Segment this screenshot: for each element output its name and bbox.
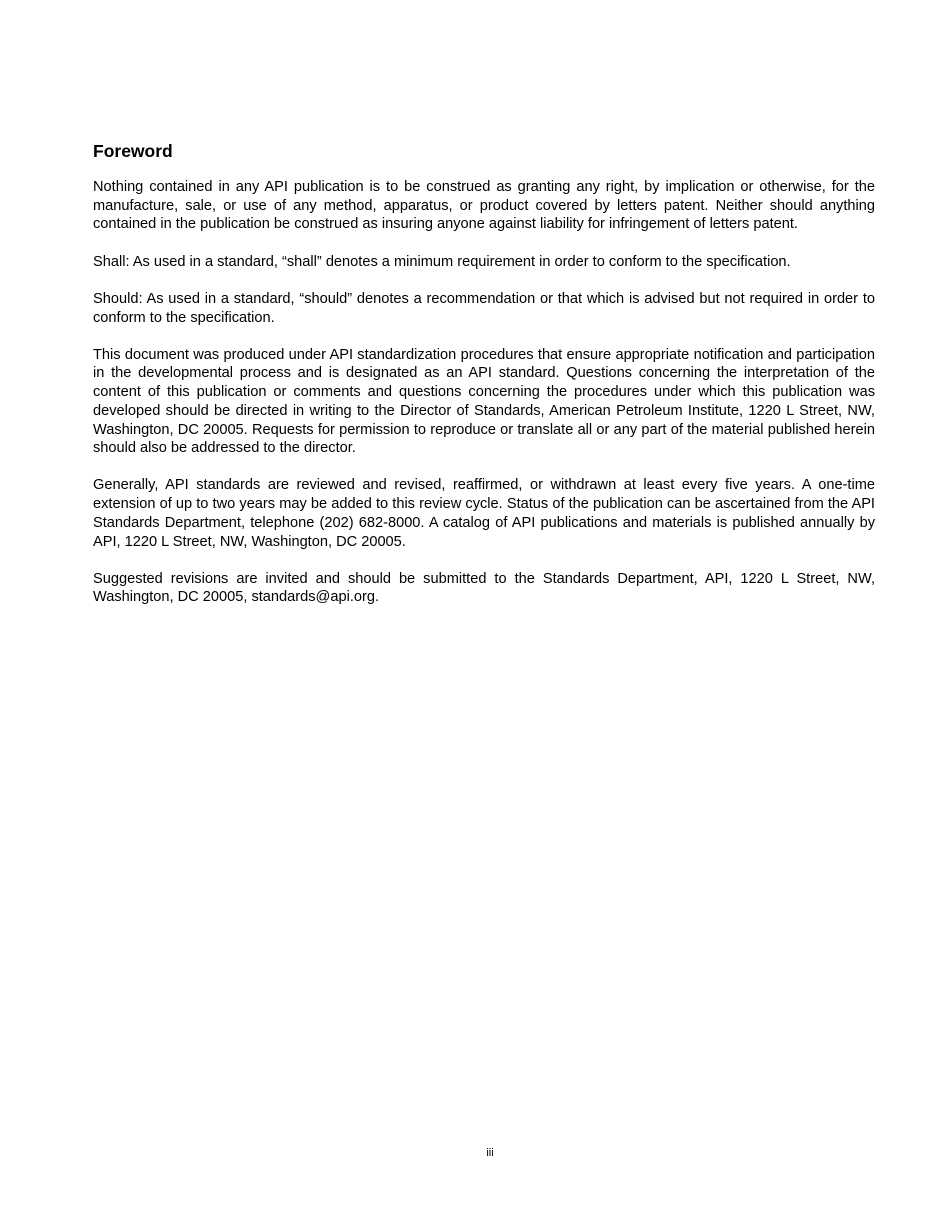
shall-definition-paragraph: Shall: As used in a standard, “shall” denotes a minimum requirement in order to conform to the specification.	[93, 253, 791, 270]
standardization-procedures-paragraph: This document was produced under API standardization procedures that ensure appropriate notification and participation in the developmental process and is designated as an API standard. Questions concerning the interpretation of the content of this publication or comments and questions concerning the procedures under which this publication was developed should be directed in writing to the Director of Standards, American Petroleum Institute, 1220 L Street, NW, Washington, DC 20005. Requests for permission to reproduce or translate all or any part of the material published herein should also be addressed to the director.	[93, 346, 875, 457]
review-cycle-paragraph: Generally, API standards are reviewed and revised, reaffirmed, or withdrawn at least every five years. A one-time extension of up to two years may be added to this review cycle. Status of the publication can be ascertained from the API Standards Department, telephone (202) 682-8000. A catalog of API publications and materials is published annually by API, 1220 L Street, NW, Washington, DC 20005.	[93, 477, 875, 550]
foreword-section	[93, 140, 875, 626]
foreword-heading: Foreword	[93, 141, 173, 161]
suggested-revisions-paragraph: Suggested revisions are invited and should be submitted to the Standards Department, API, 1220 L Street, NW, Washington, DC 20005, standards@api.org.	[93, 570, 875, 606]
page-number: iii	[486, 1147, 494, 1159]
should-definition-paragraph: Should: As used in a standard, “should” denotes a recommendation or that which is advised but not required in order to conform to the specification.	[93, 290, 875, 326]
patent-disclaimer-paragraph: Nothing contained in any API publication is to be construed as granting any right, by implication or otherwise, for the manufacture, sale, or use of any method, apparatus, or product covered by letters patent. Neither should anything contained in the publication be construed as insuring anyone against liability for infringement of letters patent.	[93, 179, 875, 233]
